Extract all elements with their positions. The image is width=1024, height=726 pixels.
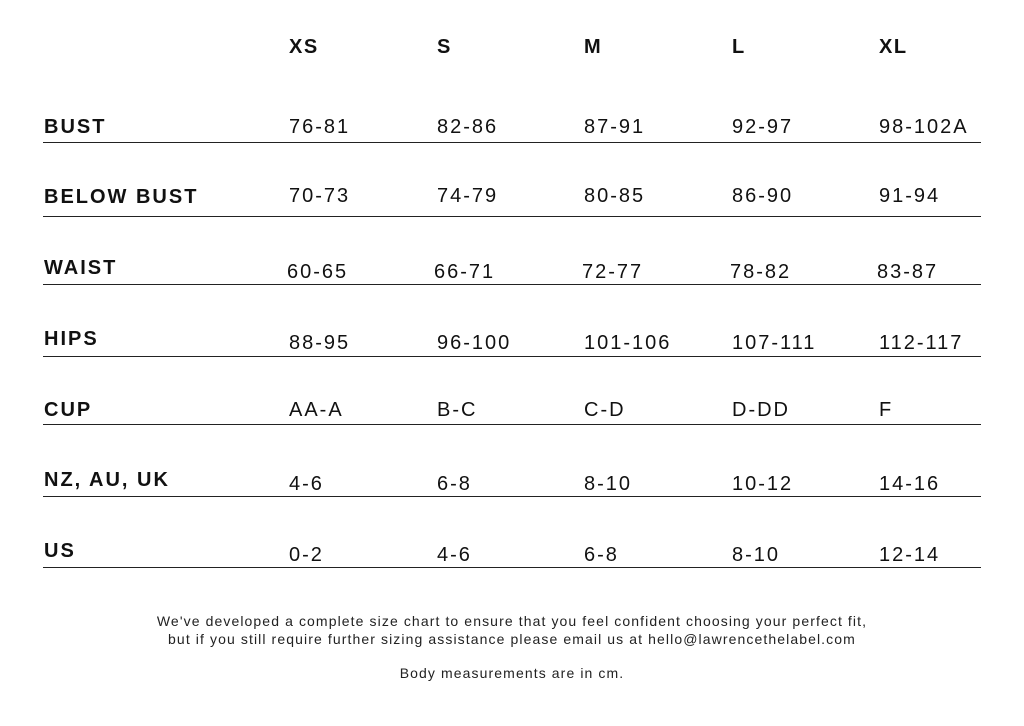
row-divider [43,216,981,217]
table-cell: C-D [584,399,626,421]
table-cell: 74-79 [437,185,499,207]
table-cell: 12-14 [879,544,941,566]
row-label-bust: BUST [44,116,107,138]
table-cell: 78-82 [730,261,792,283]
row-divider [43,142,981,143]
table-cell: 0-2 [289,544,324,566]
size-header-xs: XS [289,36,319,58]
table-cell: 14-16 [879,473,941,495]
table-cell: D-DD [732,399,790,421]
row-label-us: US [44,540,76,562]
table-cell: 72-77 [582,261,644,283]
row-label-cup: CUP [44,399,93,421]
table-cell: 6-8 [437,473,472,495]
table-cell: 8-10 [732,544,781,566]
table-cell: 4-6 [289,473,324,495]
table-cell: 101-106 [584,332,672,354]
table-cell: B-C [437,399,478,421]
row-divider [43,356,981,357]
row-label-waist: WAIST [44,257,118,279]
measurement-unit-note: Body measurements are in cm. [399,665,625,681]
row-label-below-bust: BELOW BUST [44,186,199,208]
table-cell: 60-65 [287,261,349,283]
row-divider [43,496,981,497]
table-cell: 98-102A [879,116,969,138]
table-cell: 82-86 [437,116,499,138]
table-cell: 6-8 [584,544,619,566]
size-header-xl: XL [879,36,908,58]
table-cell: 4-6 [437,544,472,566]
table-cell: 107-111 [732,332,817,354]
table-cell: AA-A [289,399,344,421]
table-cell: 83-87 [877,261,939,283]
table-cell: 91-94 [879,185,941,207]
table-cell: 86-90 [732,185,794,207]
table-cell: 10-12 [732,473,794,495]
size-header-s: S [437,36,452,58]
footer-contact-text: but if you still require further sizing assistance please email us at hello@lawrencethelabel.com [168,631,856,647]
table-cell: 112-117 [879,332,964,354]
size-header-m: M [584,36,603,58]
table-cell: 66-71 [434,261,496,283]
table-cell: F [879,399,894,421]
table-cell: 92-97 [732,116,794,138]
row-label-hips: HIPS [44,328,99,350]
table-cell: 8-10 [584,473,633,495]
row-label-nz-au-uk: NZ, AU, UK [44,469,170,491]
row-divider [43,424,981,425]
size-header-l: L [732,36,746,58]
table-cell: 70-73 [289,185,351,207]
footer-intro-text: We've developed a complete size chart to ensure that you feel confident choosing your perfect fit, [156,613,868,629]
table-cell: 88-95 [289,332,351,354]
table-cell: 76-81 [289,116,351,138]
row-divider [43,284,981,285]
table-cell: 96-100 [437,332,512,354]
table-cell: 80-85 [584,185,646,207]
table-cell: 87-91 [584,116,646,138]
row-divider [43,567,981,568]
